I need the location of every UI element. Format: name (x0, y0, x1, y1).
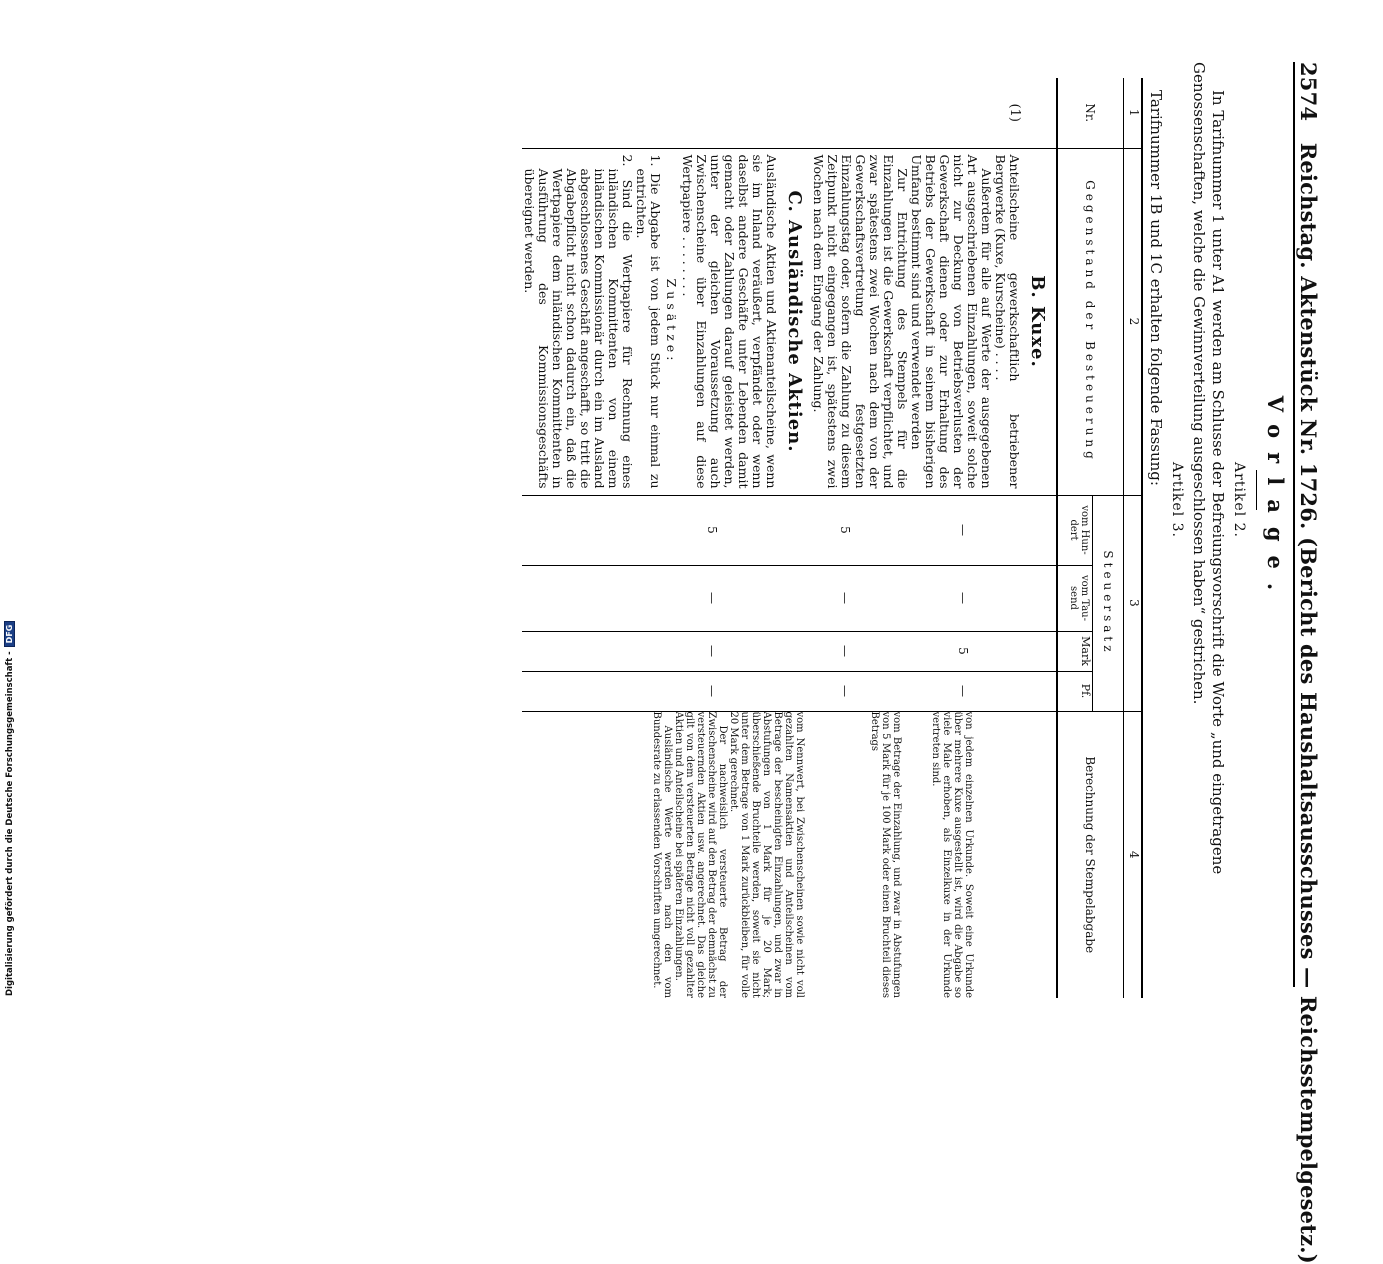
header-rule (1293, 62, 1295, 987)
dfg-logo: DFG (4, 621, 15, 648)
aktien-text: Ausländische Aktien und Aktienanteilscheine, wenn sie im Inland veräußert, verpfändet oder wenn daselbst andere Geschäfte unter Lebenden damit gemacht oder Zahlungen darauf geleistet werden, unter der gleichen Voraussetzung auch Zwischenscheine über Einzahlungen auf diese Wertpapiere . . . . . . . . (680, 154, 779, 489)
artikel-3-heading: Artikel 3. (1169, 462, 1185, 538)
header-hundert: vom Hun-dert (1057, 495, 1093, 565)
zusatz-2: 2. Sind die Wertpapiere für Rechnung eines inländischen Kommittenten von einem inländischen Kommissionär durch ein im Ausland abgeschlossenes Geschäft angeschafft, so tritt die Abgabepflicht nicht schon dadurch ein, daß die Wertpapiere dem inländischen Kommittenten in Ausführung des Kommissionsgeschäfts übereignet werden. (522, 154, 635, 489)
remark-umrechnung: Ausländische Werte werden nach den vom Bundesrate zu erlassenden Vorschriften umgerechnet. (651, 711, 673, 998)
kuxe-pf-cell (811, 671, 1057, 711)
section-c-heading: C. Ausländische Aktien. (784, 190, 805, 453)
aktien-hundert-cell (522, 495, 811, 565)
header-steuersatz: Steuersatz (1093, 495, 1124, 711)
artikel-3-text: Tarifnummer 1B und 1C erhalten folgende Fassung: (1147, 90, 1165, 486)
column-number-row (1124, 78, 1143, 998)
vorlage-rule (1256, 470, 1257, 510)
dfg-credit (4, 606, 18, 996)
remark-kuxe: von jedem einzelnen Urkunde. Soweit eine Urkunde über mehrere Kuxe ausgestellt ist, wird die Abgabe so viele Male erhoben, als Einzelkuxe in der Urkunde vertreten sind. (930, 711, 974, 998)
header-nr: Nr. (1057, 78, 1124, 148)
colnum-4: 4 (1124, 711, 1143, 998)
kuxe-payment-note: Zur Entrichtung des Stempels für die Einzahlungen ist die Gewerkschaft verpflichtet, und zwar spätestens zwei Wochen nach dem von der Gewerkschaftsvertretung festgesetzten Einzahlungstag oder, sofern die Zahlung zu diesem Zeitpunkt nicht eingegangen ist, spätestens zwei Wochen nach dem Eingang der Zahlung. (811, 154, 910, 489)
aktien-tausend-cell (522, 565, 811, 631)
aktien-mark-cell (522, 631, 811, 671)
kuxe-hundert: — (956, 524, 970, 536)
kuxe-tausend: — (956, 592, 970, 604)
dfg-credit-label: Digitalisierung gefördert durch die Deutsche Forschungsgemeinschaft - (5, 651, 15, 996)
kuxe-mark: 5 (956, 647, 970, 655)
aktien-hundert: 5 (705, 526, 719, 534)
aktien-pf: — (705, 685, 719, 697)
einzahlung-pf: — (838, 685, 852, 697)
header-title: Reichstag. Aktenstück Nr. 1726. (Bericht des Haushaltsausschusses — Reichsstempelgesetz.) (1296, 142, 1321, 1264)
colnum-3: 3 (1124, 495, 1143, 711)
remark-nennwert: vom Nennwert, bei Zwischenscheinen sowie nicht voll gezahlten Namensaktien und Anteilscheinen vom Betrage der bescheinigten Einzahlungen, und zwar in Abstufungen von 1 Mark für je 20 Mark; überschießende Bruchteile werden, soweit sie nicht unter dem Betrage von 1 Mark zurückbleiben, für volle 20 Mark gerechnet. (728, 711, 805, 998)
aktien-remarks (522, 711, 811, 998)
kuxe-additional: Außerdem für alle auf Werte der ausgegebenen Art ausgeschriebenen Einzahlungen, soweit solche nicht zur Deckung von Betriebsverlusten der Gewerkschaft dienen oder zur Erhaltung des Betriebs der Gewerkschaft in seinem bisherigen Umfang bestimmt sind und verwendet werden (909, 154, 994, 489)
aktien-pf-cell (522, 671, 811, 711)
dfg-credit-text (4, 606, 18, 996)
einzahlung-tausend: — (838, 592, 852, 604)
header-mark: Mark (1057, 631, 1093, 671)
section-b-heading: B. Kuxe. (1027, 275, 1048, 368)
kuxe-pf: — (956, 685, 970, 697)
zusaetze-heading: Zusätze: (664, 278, 679, 365)
tariff-table (522, 78, 1143, 998)
row-number-empty (522, 78, 811, 148)
einzahlung-hundert: 5 (838, 526, 852, 534)
colnum-1: 1 (1124, 78, 1143, 148)
aktien-mark: — (705, 645, 719, 657)
row-number: (1) (1007, 103, 1022, 122)
header-gegenstand: Gegenstand der Besteuerung (1057, 148, 1124, 495)
header-tausend: vom Tau-send (1057, 565, 1093, 631)
einzahlung-mark: — (838, 645, 852, 657)
kuxe-cell (811, 148, 1057, 495)
table-row-auslaendische-aktien (522, 78, 811, 998)
kuxe-rate-cell (811, 495, 1057, 565)
kuxe-text: Anteilscheine gewerkschaftlich betriebener Bergwerke (Kuxe, Kurscheine) . . . . (993, 154, 1022, 489)
header-pf: Pf. (1057, 671, 1093, 711)
zusatz-1: 1. Die Abgabe ist von jedem Stück nur einmal zu entrichten. (634, 154, 663, 489)
table-row-kuxe (811, 78, 1057, 998)
artikel-2-heading: Artikel 2. (1231, 462, 1247, 538)
kuxe-tausend-cell (811, 565, 1057, 631)
running-header (1296, 62, 1321, 1264)
page-number: 2574 (1296, 62, 1321, 122)
remark-zwischenscheine: Der nachweislich versteuerte Betrag der Zwischenscheine wird auf den Betrag der demnächst zu versteuernden Aktien usw. angerechnet. Das gleiche gilt von dem versteuerten Betrage nicht voll gezahlter Aktien und Anteilscheine bei späteren Einzahlungen. (673, 711, 728, 998)
artikel-2-text: In Tarifnummer 1 unter A1 werden am Schlusse der Befreiungsvorschrift die Worte „und eingetragene Genossenschaften, welche die Gewinnverteilung ausgeschlossen haben“ gestrichen. (1190, 62, 1227, 875)
colnum-2: 2 (1124, 148, 1143, 495)
remark-einzahlung: vom Betrage der Einzahlung, und zwar in Abstufungen von 5 Mark für je 100 Mark oder einen Bruchteil dieses Betrags (869, 711, 902, 998)
vorlage-heading: Vorlage. (1263, 395, 1288, 605)
aktien-cell (522, 148, 811, 495)
header-row (1093, 78, 1124, 998)
aktien-tausend: — (705, 592, 719, 604)
kuxe-mark-cell (811, 631, 1057, 671)
kuxe-remarks (811, 711, 1057, 998)
header-berechnung: Berechnung der Stempelabgabe (1057, 711, 1124, 998)
